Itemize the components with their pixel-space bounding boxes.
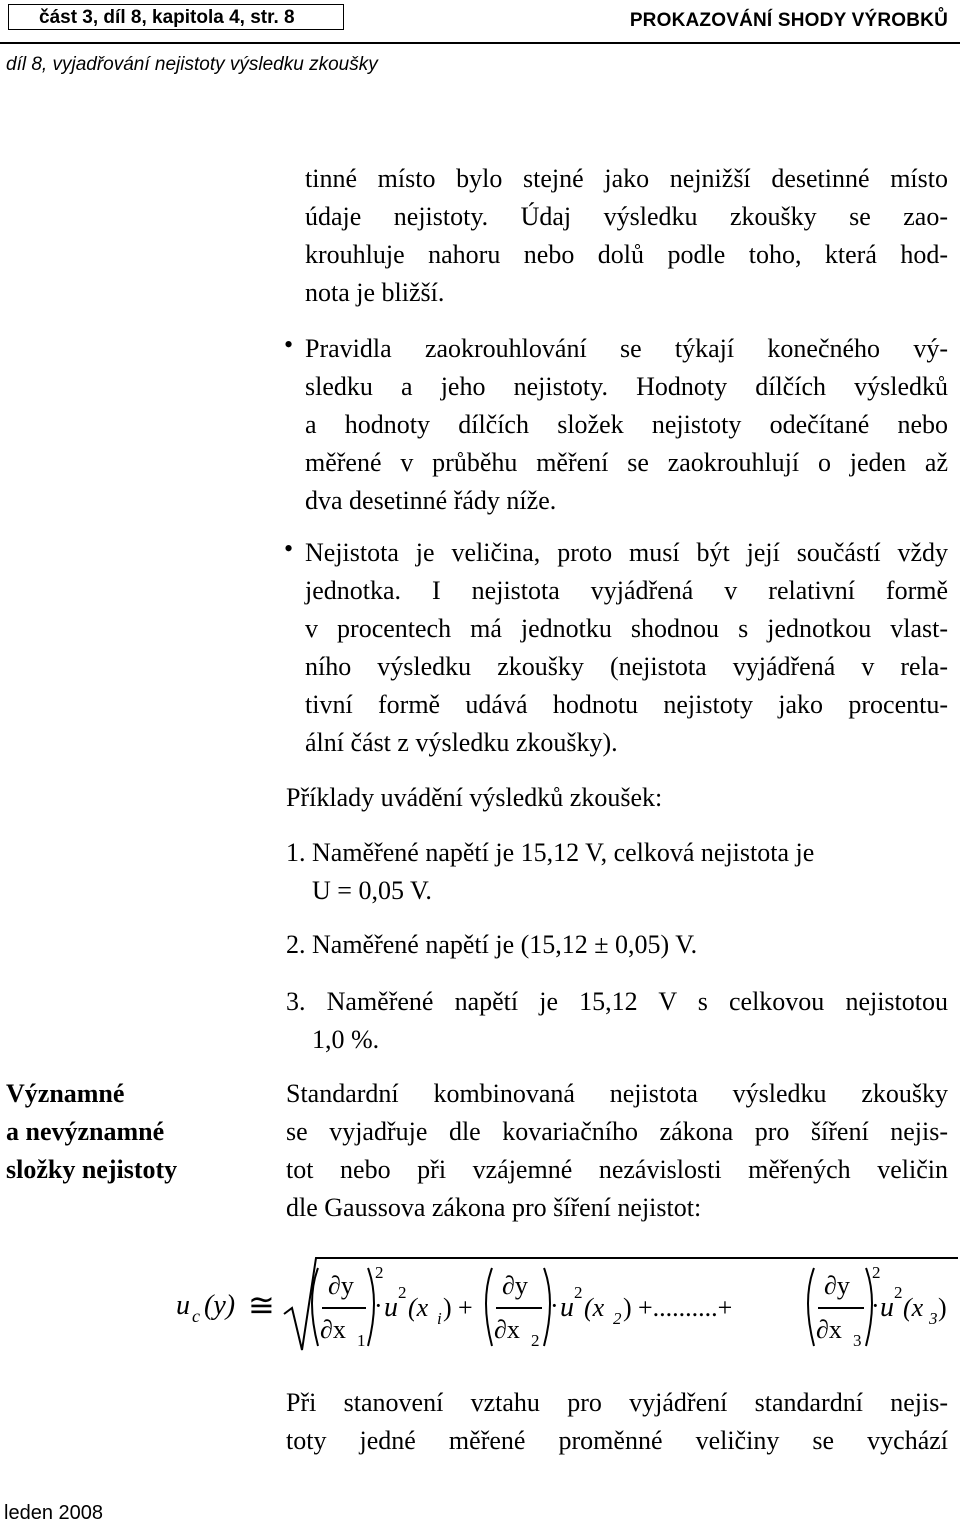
bullet-unit-requirement bbox=[305, 534, 948, 762]
text-line: nota je bližší. bbox=[305, 278, 445, 307]
examples-title bbox=[286, 779, 948, 817]
text-line: dva desetinné řády níže. bbox=[305, 486, 557, 515]
text-line: se vyjadřuje dle kovariačního zákona pro šíření nejis- bbox=[286, 1117, 948, 1146]
partial-x: ∂x bbox=[320, 1315, 346, 1344]
text-line: ního výsledku zkoušky (nejistota vyjádřená v rela- bbox=[305, 652, 948, 681]
dot: · bbox=[374, 1291, 383, 1320]
u-term: u bbox=[560, 1292, 574, 1323]
formula-arg-y: (y) bbox=[204, 1290, 236, 1321]
example-1 bbox=[286, 834, 948, 910]
text-line: ální část z výsledku zkoušky). bbox=[305, 728, 618, 757]
exp-2: 2 bbox=[872, 1263, 881, 1282]
text-line: 2. Naměřené napětí je (15,12 ± 0,05) V. bbox=[286, 930, 698, 959]
text-line: a hodnoty dílčích složek nejistoty odečítané nebo bbox=[305, 410, 948, 439]
paren-left bbox=[486, 1268, 492, 1346]
bullet-marker: • bbox=[284, 330, 294, 359]
partial-y: ∂y bbox=[502, 1271, 528, 1300]
header-location-box bbox=[8, 4, 344, 30]
close-paren: ) bbox=[623, 1293, 632, 1322]
sub-i: i bbox=[437, 1309, 442, 1328]
header-location: část 3, díl 8, kapitola 4, str. 8 bbox=[39, 7, 295, 28]
text-line: dle Gaussova zákona pro šíření nejistot: bbox=[286, 1193, 702, 1222]
exp-2: 2 bbox=[894, 1283, 903, 1302]
sub-3: 3 bbox=[929, 1309, 938, 1328]
sub-3: 3 bbox=[853, 1331, 862, 1350]
paren-left bbox=[808, 1268, 814, 1346]
header-subtitle: díl 8, vyjadřování nejistoty výsledku zkoušky bbox=[6, 54, 378, 75]
arg-x: (x bbox=[408, 1293, 429, 1322]
text-line: 1. Naměřené napětí je 15,12 V, celková nejistota je bbox=[286, 838, 815, 867]
margin-heading-line: Významné bbox=[6, 1079, 125, 1108]
footer-date: leden 2008 bbox=[4, 1502, 103, 1524]
bullet-marker: • bbox=[284, 534, 294, 563]
text-line: tinné místo bylo stejné jako nejnižší desetinné místo bbox=[305, 164, 948, 193]
paragraph-last bbox=[286, 1384, 948, 1460]
text-line: toty jedné měřené proměnné veličiny se vychází bbox=[286, 1426, 948, 1455]
margin-heading-line: a nevýznamné bbox=[6, 1117, 165, 1146]
uncertainty-formula bbox=[0, 1250, 960, 1370]
header-section-title: PROKAZOVÁNÍ SHODY VÝROBKŮ bbox=[629, 10, 948, 31]
formula-sub-c: c bbox=[192, 1306, 200, 1326]
paragraph-standard-uncertainty bbox=[286, 1075, 948, 1227]
margin-heading-line: složky nejistoty bbox=[6, 1155, 178, 1184]
text-line: v procentech má jednotku shodnou s jednotkou vlast- bbox=[305, 614, 948, 643]
text-line: tot nebo při vzájemné nezávislosti měřených veličin bbox=[286, 1155, 948, 1184]
u-term: u bbox=[384, 1292, 398, 1323]
text-line: sledku a jeho nejistoty. Hodnoty dílčích výsledků bbox=[305, 372, 948, 401]
text-line: jednotka. I nejistota vyjádřená v relativní formě bbox=[305, 576, 948, 605]
text-line: Při stanovení vztahu pro vyjádření standardní nejis- bbox=[286, 1388, 948, 1417]
plus: + bbox=[458, 1293, 473, 1322]
example-3 bbox=[286, 983, 948, 1059]
ellipsis-plus: +..........+ bbox=[638, 1293, 733, 1322]
text-line: 3. Naměřené napětí je 15,12 V s celkovou nejistotou bbox=[286, 987, 948, 1016]
close-paren: ) bbox=[938, 1293, 947, 1322]
arg-x: (x bbox=[584, 1293, 605, 1322]
text-line: měřené v průběhu měření se zaokrouhlují o jeden až bbox=[305, 448, 948, 477]
header-rule bbox=[0, 42, 960, 44]
text-line: údaje nejistoty. Údaj výsledku zkoušky se zao- bbox=[305, 202, 948, 231]
dot: · bbox=[871, 1291, 880, 1320]
text-line: krouhluje nahoru nebo dolů podle toho, která hod- bbox=[305, 240, 948, 269]
bullet-rounding-rules bbox=[305, 330, 948, 520]
partial-y: ∂y bbox=[328, 1271, 354, 1300]
text-line: Příklady uvádění výsledků zkoušek: bbox=[286, 783, 663, 812]
partial-x: ∂x bbox=[494, 1315, 520, 1344]
dot: · bbox=[550, 1291, 559, 1320]
partial-x: ∂x bbox=[816, 1315, 842, 1344]
text-line: 1,0 %. bbox=[312, 1025, 380, 1054]
sub-2: 2 bbox=[531, 1331, 540, 1350]
arg-x: (x bbox=[903, 1293, 924, 1322]
exp-2: 2 bbox=[375, 1263, 384, 1282]
text-line: tivní formě udává hodnotu nejistoty jako procentu- bbox=[305, 690, 948, 719]
text-line: Nejistota je veličina, proto musí být její součástí vždy bbox=[305, 538, 948, 567]
sub-2: 2 bbox=[613, 1309, 622, 1328]
text-line: Pravidla zaokrouhlování se týkají konečného vý- bbox=[305, 334, 948, 363]
formula-u: u bbox=[176, 1290, 190, 1321]
close-paren: ) bbox=[443, 1293, 452, 1322]
u-term: u bbox=[880, 1292, 894, 1323]
partial-y: ∂y bbox=[824, 1271, 850, 1300]
exp-2: 2 bbox=[398, 1283, 407, 1302]
approx-sign: ≅ bbox=[248, 1287, 275, 1323]
exp-2: 2 bbox=[574, 1283, 583, 1302]
paragraph-continuation bbox=[305, 160, 948, 312]
sub-1: 1 bbox=[357, 1331, 366, 1350]
margin-heading bbox=[6, 1075, 177, 1189]
text-line: Standardní kombinovaná nejistota výsledku zkoušky bbox=[286, 1079, 948, 1108]
example-2 bbox=[286, 926, 948, 964]
text-line: U = 0,05 V. bbox=[312, 876, 432, 905]
